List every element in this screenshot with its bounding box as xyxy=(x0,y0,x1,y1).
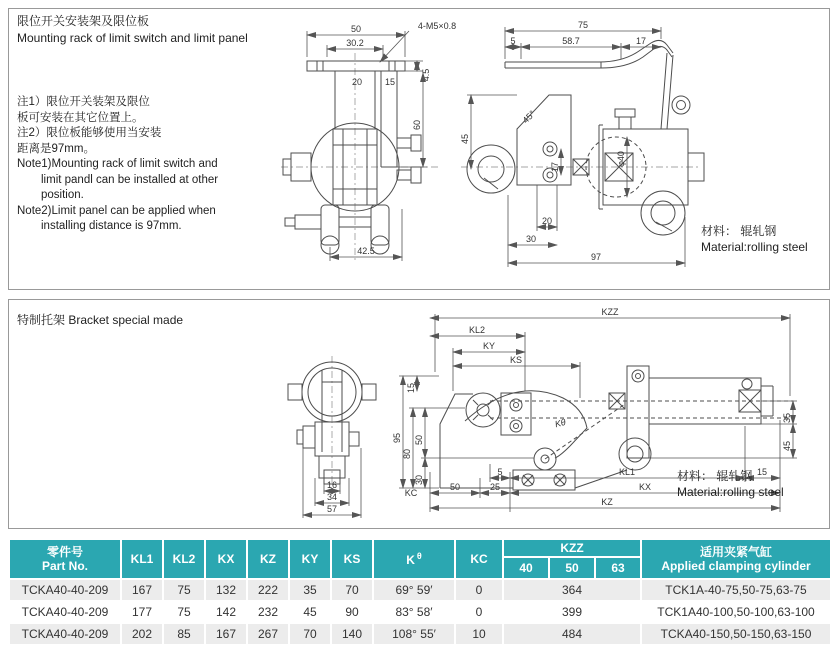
material-en: Material:rolling steel xyxy=(677,485,784,499)
cell-kz: 267 xyxy=(248,624,288,644)
dim-label: 25 xyxy=(489,482,501,492)
cell-kl2: 75 xyxy=(164,602,204,622)
cell-part-no: TCKA40-40-209 xyxy=(10,580,120,600)
cell-ktheta: 69° 59′ xyxy=(374,580,454,600)
note-line: 注2）限位板能够使用当安装 xyxy=(17,127,162,139)
note-line: Note2)Limit panel can be applied when xyxy=(17,204,216,217)
dim-label: 57 xyxy=(326,504,338,514)
cell-ky: 70 xyxy=(290,624,330,644)
cell-part-no: TCKA40-40-209 xyxy=(10,602,120,622)
dim-label-thread: 4-M5×0.8 xyxy=(417,21,457,31)
cell-ky: 45 xyxy=(290,602,330,622)
spec-table xyxy=(8,538,832,646)
cell-kl1: 167 xyxy=(122,580,162,600)
cell-kc: 0 xyxy=(456,602,502,622)
cell-kx: 167 xyxy=(206,624,246,644)
material-note xyxy=(677,468,784,500)
dim-label: KZZ xyxy=(601,307,619,317)
note-line: 注1）限位开关装架及限位 xyxy=(17,96,150,108)
drawing-front-view-bracket xyxy=(275,352,395,522)
dimension-annotations xyxy=(303,448,361,518)
section1-title xyxy=(17,13,248,47)
dim-label: 34 xyxy=(326,492,338,502)
col-ktheta-sup: θ xyxy=(416,551,422,561)
cell-ktheta: 83° 58′ xyxy=(374,602,454,622)
note-line: Note1)Mounting rack of limit switch and xyxy=(17,158,218,170)
note-line: installing distance is 97mm. xyxy=(41,220,182,232)
section2-title-text: 特制托架 Bracket special made xyxy=(17,313,184,327)
cell-kl2: 85 xyxy=(164,624,204,644)
note-line: 板可安装在其它位置上。 xyxy=(17,111,144,124)
cell-kz: 232 xyxy=(248,602,288,622)
section1-title-en: Mounting rack of limit switch and limit panel xyxy=(17,31,248,45)
dim-label: 4.5 xyxy=(421,68,431,82)
table-header xyxy=(10,540,830,578)
dim-label: 5 xyxy=(510,36,516,46)
cell-kz: 222 xyxy=(248,580,288,600)
dim-label: 20 xyxy=(541,216,553,226)
part-outline xyxy=(467,40,704,235)
dim-label: 17 xyxy=(550,161,560,173)
dim-label: KL1 xyxy=(618,467,636,477)
note-line: position. xyxy=(41,189,84,201)
dim-label: 15 xyxy=(384,77,396,87)
col-ktheta-main: K xyxy=(406,553,415,567)
section1-notes xyxy=(17,95,279,235)
cell-kx: 142 xyxy=(206,602,246,622)
col-ky: KY xyxy=(290,540,330,578)
dim-label: 15 xyxy=(756,467,768,477)
dim-label: 5 xyxy=(497,467,503,477)
dim-label: 30 xyxy=(525,234,537,244)
table-row xyxy=(10,602,830,622)
cell-kzz: 399 xyxy=(504,602,640,622)
cell-ks: 70 xyxy=(332,580,372,600)
dim-label: φ40 xyxy=(616,151,626,167)
dim-label: KZ xyxy=(601,497,613,507)
dim-label: 15 xyxy=(406,382,416,394)
cell-kzz: 484 xyxy=(504,624,640,644)
col-kc: KC xyxy=(456,540,502,578)
material-note xyxy=(701,223,808,255)
material-en: Material:rolling steel xyxy=(701,240,808,254)
cell-kl1: 177 xyxy=(122,602,162,622)
col-kz: KZ xyxy=(248,540,288,578)
dim-label: 60 xyxy=(412,119,422,131)
col-part-no-en: Part No. xyxy=(41,559,88,573)
col-part-no xyxy=(10,540,120,578)
col-kl1: KL1 xyxy=(122,540,162,578)
col-kzz-50: 50 xyxy=(550,558,594,578)
dim-label: 30 xyxy=(414,474,424,486)
dim-label: KL2 xyxy=(468,325,486,335)
dim-label: 95 xyxy=(392,432,402,444)
note-line: 距离是97mm。 xyxy=(17,142,95,155)
dim-label: 45 xyxy=(460,133,470,145)
dimension-annotations xyxy=(460,20,685,267)
section-special-bracket xyxy=(8,299,830,529)
cell-part-no: TCKA40-40-209 xyxy=(10,624,120,644)
dim-label: 80 xyxy=(402,448,412,460)
dim-label-kc: KC xyxy=(404,488,418,498)
cell-applied: TCK1A-40-75,50-75,63-75 xyxy=(642,580,830,600)
dim-label: KY xyxy=(482,341,496,351)
dim-label: 35 xyxy=(782,412,792,424)
col-kl2: KL2 xyxy=(164,540,204,578)
cell-ks: 90 xyxy=(332,602,372,622)
table-row xyxy=(10,580,830,600)
dim-label: 50 xyxy=(449,482,461,492)
col-part-no-zh: 零件号 xyxy=(46,545,83,559)
dim-label: 58.7 xyxy=(562,36,580,46)
table-row xyxy=(10,624,830,644)
col-kx: KX xyxy=(206,540,246,578)
dim-label: 50 xyxy=(350,24,362,34)
dim-label: 50 xyxy=(414,434,424,446)
cell-ks: 140 xyxy=(332,624,372,644)
dimension-annotations xyxy=(307,21,456,261)
section-limit-switch xyxy=(8,8,830,290)
cell-kc: 0 xyxy=(456,580,502,600)
col-kzz-group: KZZ xyxy=(504,540,640,556)
dim-label: 20 xyxy=(351,77,363,87)
note-line: limit pandl can be installed at other xyxy=(41,173,219,186)
col-kzz-63: 63 xyxy=(596,558,640,578)
dim-label: KX xyxy=(638,482,652,492)
col-applied-en: Applied clamping cylinder xyxy=(661,559,811,573)
dim-label: 17 xyxy=(635,36,647,46)
table-body xyxy=(10,580,830,644)
col-ktheta xyxy=(374,540,454,578)
cell-kx: 132 xyxy=(206,580,246,600)
section1-title-zh: 限位开关安装架及限位板 xyxy=(17,14,150,28)
section2-title xyxy=(17,312,183,329)
col-applied-zh: 适用夹紧气缸 xyxy=(700,545,773,559)
material-zh: 材料： 辊轧钢 xyxy=(701,224,777,238)
dim-label-chamfer: 45° xyxy=(520,108,538,126)
cell-applied: TCK1A40-100,50-100,63-100 xyxy=(642,602,830,622)
material-zh: 材料： 辊轧钢 xyxy=(677,469,753,483)
cell-kl1: 202 xyxy=(122,624,162,644)
dim-label: 16 xyxy=(326,480,338,490)
dim-label: KS xyxy=(509,355,523,365)
col-applied xyxy=(642,540,830,578)
dim-label: 75 xyxy=(577,20,589,30)
dim-label-ktheta: Kθ xyxy=(553,416,567,430)
drawing-side-view-rack xyxy=(453,17,705,269)
cell-applied: TCKA40-150,50-150,63-150 xyxy=(642,624,830,644)
col-ks: KS xyxy=(332,540,372,578)
dim-label: 97 xyxy=(590,252,602,262)
cell-kl2: 75 xyxy=(164,580,204,600)
dim-label: 45 xyxy=(782,440,792,452)
open-position-lines xyxy=(490,401,793,459)
cell-ktheta: 108° 55′ xyxy=(374,624,454,644)
part-outline xyxy=(283,61,421,254)
col-kzz-40: 40 xyxy=(504,558,548,578)
dim-label: 30.2 xyxy=(346,38,364,48)
cell-kzz: 364 xyxy=(504,580,640,600)
dim-label: 42.5 xyxy=(357,246,375,256)
cell-ky: 35 xyxy=(290,580,330,600)
drawing-front-view-rack xyxy=(277,17,467,269)
cell-kc: 10 xyxy=(456,624,502,644)
